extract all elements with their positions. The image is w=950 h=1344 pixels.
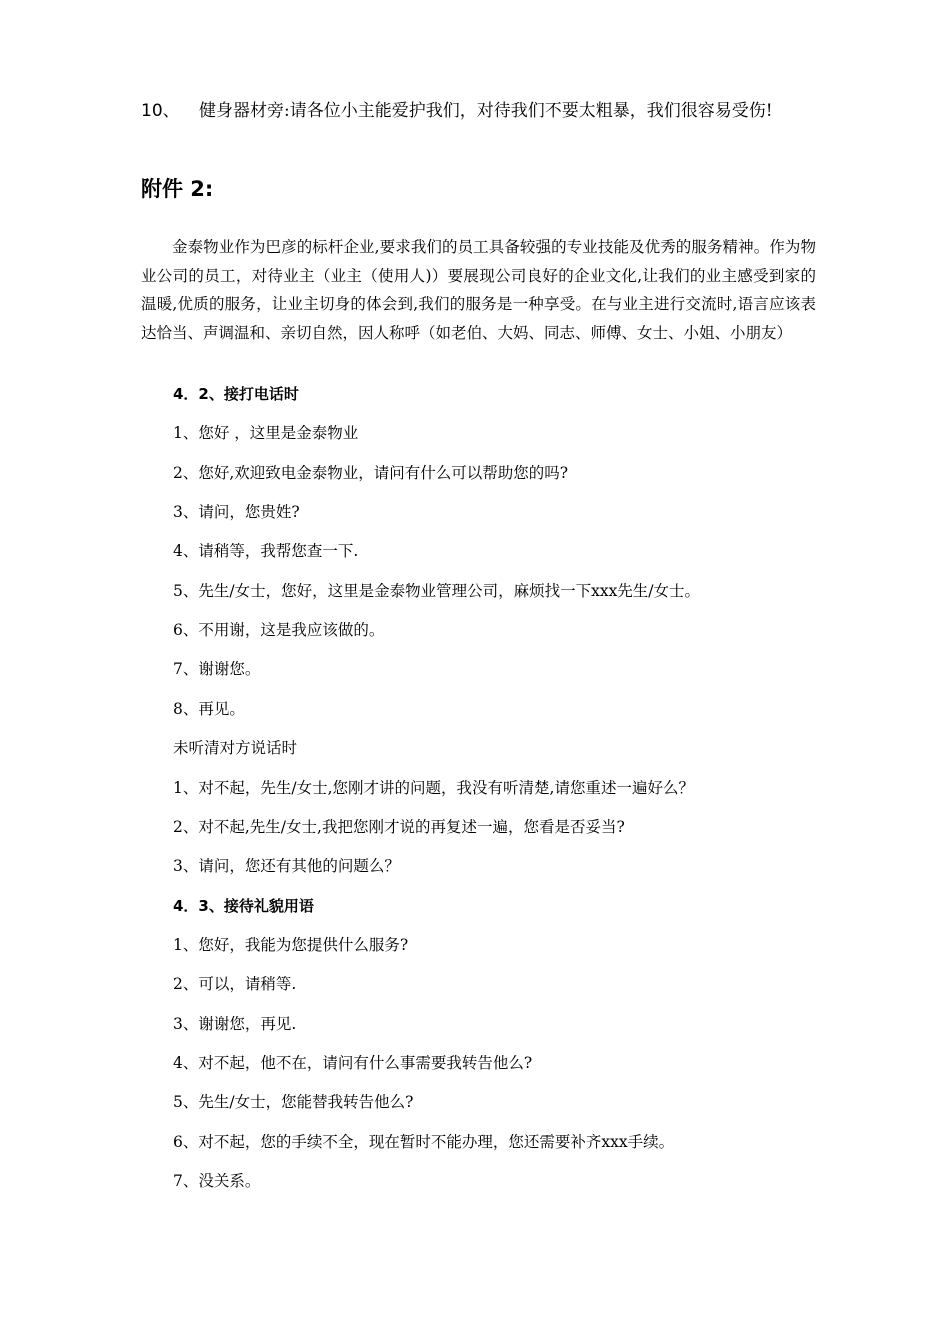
list-item: 1、对不起，先生/女士,您刚才讲的问题，我没有听清楚,请您重述一遍好么？ [173,778,694,797]
list-item: 2、您好,欢迎致电金泰物业，请问有什么可以帮助您的吗? [173,463,569,482]
list-item: 6、对不起，您的手续不全，现在暂时不能办理，您还需要补齐xxx手续。 [173,1132,675,1151]
list-item: 3、请问，您还有其他的问题么？ [173,857,400,876]
intro-paragraph: 金泰物业作为巴彦的标杆企业,要求我们的员工具备较强的专业技能及优秀的服务精神。作为物业公司的员工，对待业主（业主（使用人)）要展现公司良好的企业文化,让我们的业主感受到家的温暖,优质的服务，让业主切身的体会到,我们的服务是一种享受。在与业主进行交流时,语言应该表达恰当、声调温和、亲切自然，因人称呼（如老伯、大妈、同志、师傅、女士、小姐、小朋友） [141,238,816,342]
list-item: 6、不用谢，这是我应该做的。 [173,621,385,640]
list-item: 3、谢谢您，再见. [173,1014,297,1033]
list-item-number: 10、 [141,101,180,121]
list-item: 7、没关系。 [173,1172,261,1190]
section-heading: 4．3、接待礼貌用语 [173,896,314,915]
list-item: 3、请问，您贵姓? [173,503,300,522]
list-item: 1、您好 ，这里是金泰物业 [173,424,359,443]
list-item: 1、您好，我能为您提供什么服务? [173,935,409,954]
list-item: 4、请稍等，我帮您查一下. [173,542,359,561]
list-item: 8、再见。 [173,699,245,718]
section-heading: 4．2、接打电话时 [173,385,299,403]
list-item: 7、谢谢您。 [173,660,261,679]
list-item: 2、可以，请稍等. [173,975,297,994]
list-item-text: 健身器材旁:请各位小主能爱护我们，对待我们不要太粗暴，我们很容易受伤! [199,101,773,121]
list-item: 5、先生/女士，您好，这里是金泰物业管理公司，麻烦找一下xxx先生/女士。 [173,581,701,600]
list-item: 5、先生/女士，您能替我转告他么? [173,1093,414,1112]
list-item: 2、对不起,先生/女士,我把您刚才说的再复述一遍，您看是否妥当? [173,817,625,836]
list-item: 未听清对方说话时 [173,739,298,758]
list-item: 4、对不起，他不在，请问有什么事需要我转告他么? [173,1053,533,1072]
attachment-title: 附件 2: [141,177,214,201]
